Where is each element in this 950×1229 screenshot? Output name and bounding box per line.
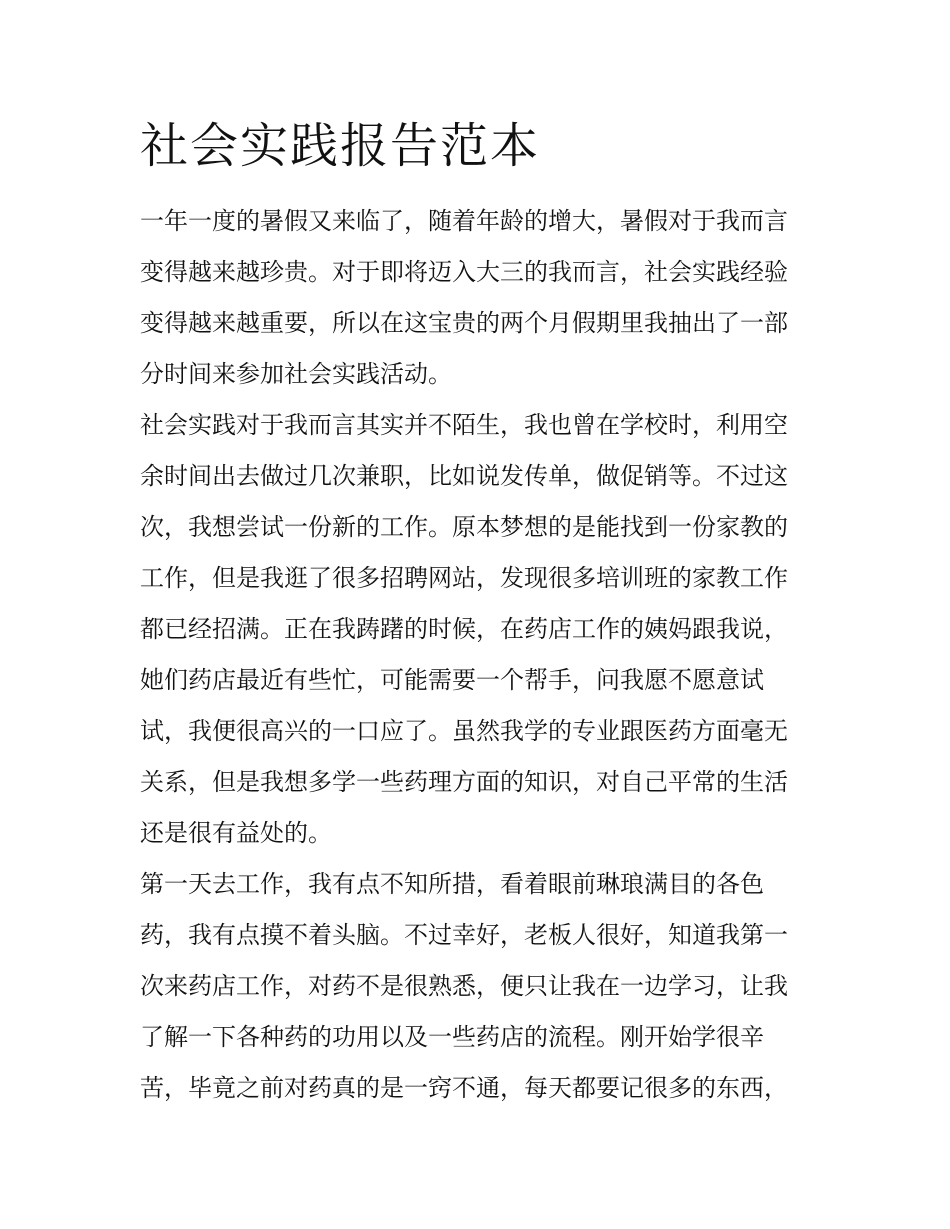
text-line: 药，我有点摸不着头脑。不过幸好，老板人很好，知道我第一 [140, 921, 788, 949]
text-line: 工作，但是我逛了很多招聘网站，发现很多培训班的家教工作 [140, 564, 788, 592]
document-body [140, 196, 820, 1114]
document-title: 社会实践报告范本 [140, 118, 541, 174]
text-line: 苦，毕竟之前对药真的是一窍不通，每天都要记很多的东西， [140, 1074, 788, 1102]
text-line: 分时间来参加社会实践活动。 [140, 360, 452, 388]
text-line: 次，我想尝试一份新的工作。原本梦想的是能找到一份家教的 [140, 513, 788, 541]
text-line: 变得越来越珍贵。对于即将迈入大三的我而言，社会实践经验 [140, 258, 788, 286]
text-line: 一年一度的暑假又来临了，随着年龄的增大，暑假对于我而言 [140, 207, 788, 235]
text-line: 她们药店最近有些忙，可能需要一个帮手，问我愿不愿意试 [140, 666, 764, 694]
text-line: 了解一下各种药的功用以及一些药店的流程。刚开始学很辛 [140, 1023, 764, 1051]
text-line: 试，我便很高兴的一口应了。虽然我学的专业跟医药方面毫无 [140, 717, 788, 745]
text-line: 社会实践对于我而言其实并不陌生，我也曾在学校时，利用空 [140, 411, 788, 439]
text-line: 次来药店工作，对药不是很熟悉，便只让我在一边学习，让我 [140, 972, 788, 1000]
text-line: 变得越来越重要，所以在这宝贵的两个月假期里我抽出了一部 [140, 309, 788, 337]
document-page [140, 110, 820, 1114]
text-line: 第一天去工作，我有点不知所措，看着眼前琳琅满目的各色 [140, 870, 764, 898]
text-line: 都已经招满。正在我踌躇的时候，在药店工作的姨妈跟我说， [140, 615, 788, 643]
text-line: 还是很有益处的。 [140, 819, 332, 847]
text-line: 关系，但是我想多学一些药理方面的知识，对自己平常的生活 [140, 768, 788, 796]
text-line: 余时间出去做过几次兼职，比如说发传单，做促销等。不过这 [140, 462, 788, 490]
